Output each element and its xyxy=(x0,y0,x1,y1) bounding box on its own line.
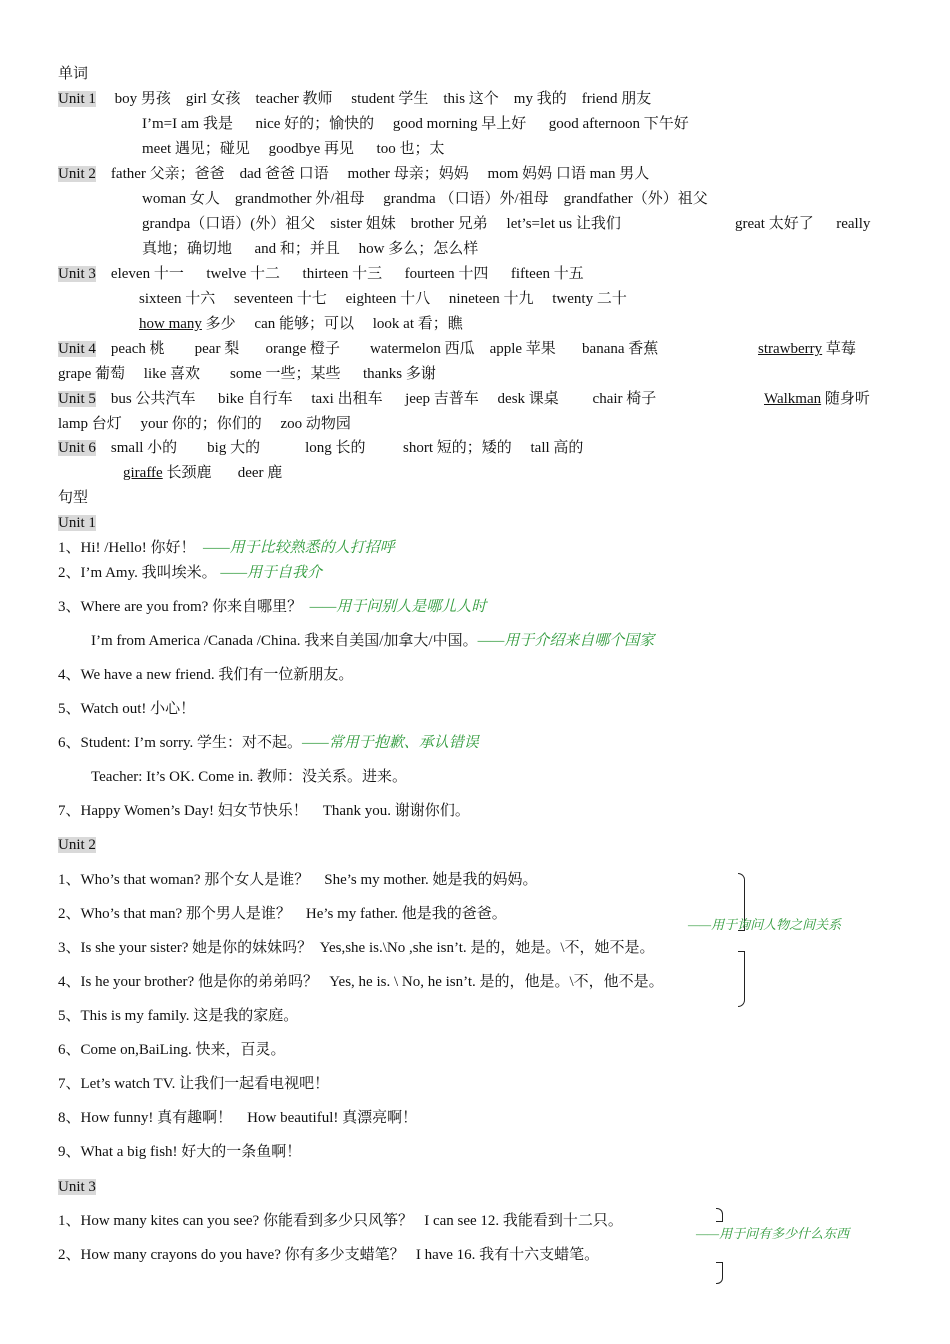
vocab-unit6-line1: Unit 6 small 小的 big 大的 long 长的 short 短的；矮的 tall 高的 xyxy=(58,440,584,456)
usage-note: ——用于自我介 xyxy=(220,565,323,581)
vocab-unit3-line2: sixteen 十六 seventeen 十七 eighteen 十八 nineteen 十九 twenty 二十 xyxy=(139,291,627,307)
sentence-u1-2: 2、I’m Amy. 我叫埃米。 ——用于自我介 xyxy=(58,565,323,581)
usage-note: ——常用于抱歉、承认错误 xyxy=(302,735,479,751)
brace-bottom xyxy=(738,951,745,1007)
sentence-u2-6: 6、Come on,BaiLing. 快来，百灵。 xyxy=(58,1042,286,1058)
vocab-unit4-line2: grape 葡萄 like 喜欢 some 一些；某些 thanks 多谢 xyxy=(58,366,436,382)
sentences-unit2-label: Unit 2 xyxy=(58,837,96,853)
sentence-u2-3: 3、Is she your sister? 她是你的妹妹吗？ Yes,she is.\No ,she isn’t. 是的，她是。\不，她不是。 xyxy=(58,940,655,956)
sentence-u2-9: 9、What a big fish! 好大的一条鱼啊！ xyxy=(58,1144,302,1160)
vocab-unit6-line2: giraffe 长颈鹿 deer 鹿 xyxy=(123,465,283,481)
vocab-unit5-line2: lamp 台灯 your 你的；你们的 zoo 动物园 xyxy=(58,416,351,432)
vocab-unit5-line1: Unit 5 bus 公共汽车 bike 自行车 taxi 出租车 jeep 吉普车 desk 课桌 chair 椅子 xyxy=(58,391,657,407)
vocab-unit2-line3: grandpa（口语）(外）祖父 sister 姐妹 brother 兄弟 let’s=let us 让我们 xyxy=(142,216,621,232)
vocab-unit2-line1: Unit 2 father 父亲；爸爸 dad 爸爸 口语 mother 母亲；妈妈 mom 妈妈 口语 man 男人 xyxy=(58,166,650,182)
sentences-unit3-label: Unit 3 xyxy=(58,1179,96,1195)
sentence-u2-2: 2、Who’s that man? 那个男人是谁？ He’s my father. 他是我的爸爸。 xyxy=(58,906,507,922)
vocab-unit2-line3-right: great 太好了 really xyxy=(735,216,871,232)
vocab-unit1-line3: meet 遇见；碰见 goodbye 再见 too 也；太 xyxy=(142,141,445,157)
sentence-u1-6b: Teacher: It’s OK. Come in. 教师：没关系。进来。 xyxy=(91,769,407,785)
vocab-unit1-line1: Unit 1 boy 男孩 girl 女孩 teacher 教师 student 学生 this 这个 my 我的 friend 朋友 xyxy=(58,91,652,107)
sentence-u1-5: 5、Watch out! 小心！ xyxy=(58,701,196,717)
unit-label: Unit 2 xyxy=(58,166,96,182)
sentence-u2-5: 5、This is my family. 这是我的家庭。 xyxy=(58,1008,299,1024)
unit-label: Unit 5 xyxy=(58,391,96,407)
vocab-unit4-line1-right: strawberry 草莓 xyxy=(758,341,856,357)
unit-label: Unit 6 xyxy=(58,440,96,456)
usage-note-quantity: ——用于问有多少什么东西 xyxy=(696,1226,850,1241)
vocab-unit4-line1: Unit 4 peach 桃 pear 梨 orange 橙子 watermelon 西瓜 apple 苹果 banana 香蕉 xyxy=(58,341,659,357)
sentence-u1-6: 6、Student: I’m sorry. 学生：对不起。——常用于抱歉、承认错误 xyxy=(58,735,479,751)
sentence-u3-1: 1、How many kites can you see? 你能看到多少只风筝？ I can see 12. 我能看到十二只。 xyxy=(58,1213,623,1229)
usage-note: ——用于介绍来自哪个国家 xyxy=(477,633,655,649)
sentences-heading: 句型 xyxy=(58,490,89,506)
sentences-unit1-label: Unit 1 xyxy=(58,515,96,531)
sentence-u1-3b: I’m from America /Canada /China. 我来自美国/加拿大/中国。——用于介绍来自哪个国家 xyxy=(91,633,655,649)
sentence-u2-1: 1、Who’s that woman? 那个女人是谁？ She’s my mother. 她是我的妈妈。 xyxy=(58,872,538,888)
vocab-unit3-line3: how many 多少 can 能够；可以 look at 看；瞧 xyxy=(139,316,463,332)
sentence-u1-1: 1、Hi! /Hello! 你好！ ——用于比较熟悉的人打招呼 xyxy=(58,540,395,556)
usage-note: ——用于比较熟悉的人打招呼 xyxy=(202,540,395,556)
unit-label: Unit 3 xyxy=(58,266,96,282)
sentence-u1-4: 4、We have a new friend. 我们有一位新朋友。 xyxy=(58,667,354,683)
vocab-unit1-line2: I’m=I am 我是 nice 好的；愉快的 good morning 早上好 good afternoon 下午好 xyxy=(142,116,689,132)
sentence-u2-7: 7、Let’s watch TV. 让我们一起看电视吧！ xyxy=(58,1076,330,1092)
sentence-u3-2: 2、How many crayons do you have? 你有多少支蜡笔？ I have 16. 我有十六支蜡笔。 xyxy=(58,1247,600,1263)
sentence-u1-7: 7、Happy Women’s Day! 妇女节快乐！ Thank you. 谢谢你们。 xyxy=(58,803,470,819)
unit-label: Unit 1 xyxy=(58,91,96,107)
sentence-u1-3: 3、Where are you from? 你来自哪里？ ——用于问别人是哪儿人时 xyxy=(58,599,487,615)
sentence-u2-4: 4、Is he your brother? 他是你的弟弟吗？ Yes, he is. \ No, he isn’t. 是的，他是。\不，他不是。 xyxy=(58,974,664,990)
vocab-unit5-line1-right: Walkman 随身听 xyxy=(764,391,870,407)
sentence-u2-8: 8、How funny! 真有趣啊！ How beautiful! 真漂亮啊！ xyxy=(58,1110,418,1126)
usage-note-relationship: ——用于询问人物之间关系 xyxy=(688,917,842,932)
vocab-unit2-line4: 真地；确切地 and 和；并且 how 多么；怎么样 xyxy=(142,241,479,257)
vocab-heading: 单词 xyxy=(58,66,89,82)
brace-top xyxy=(716,1208,723,1222)
vocab-unit2-line2: woman 女人 grandmother 外/祖母 grandma （口语）外/祖母 grandfather（外）祖父 xyxy=(142,191,708,207)
brace-bottom xyxy=(716,1262,723,1284)
unit-label: Unit 4 xyxy=(58,341,96,357)
vocab-unit3-line1: Unit 3 eleven 十一 twelve 十二 thirteen 十三 fourteen 十四 fifteen 十五 xyxy=(58,266,584,282)
usage-note: ——用于问别人是哪儿人时 xyxy=(309,599,487,615)
